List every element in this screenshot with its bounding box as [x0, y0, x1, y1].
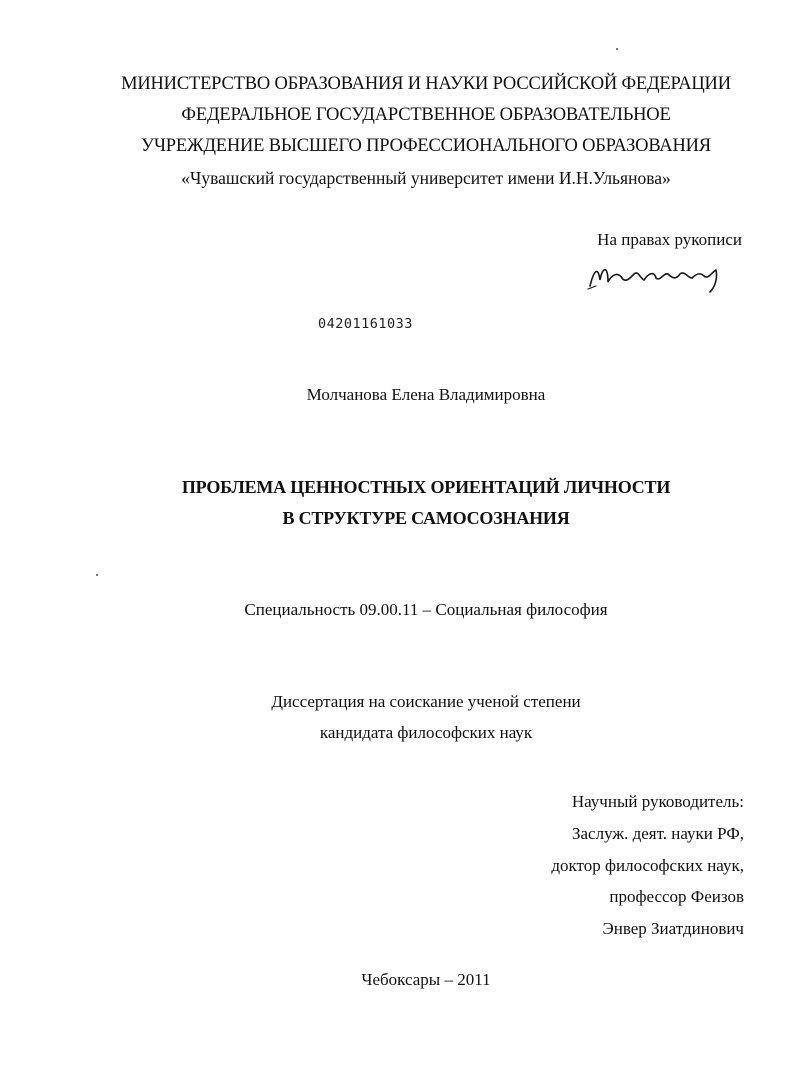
- manuscript-note: На правах рукописи: [597, 230, 742, 249]
- dissertation-title-line-1: ПРОБЛЕМА ЦЕННОСТНЫХ ОРИЕНТАЦИЙ ЛИЧНОСТИ: [181, 477, 671, 497]
- scientific-advisor: [424, 786, 744, 945]
- ministry-line-3: УЧРЕЖДЕНИЕ ВЫСШЕГО ПРОФЕССИОНАЛЬНОГО ОБРАЗОВАНИЯ: [141, 136, 711, 156]
- ministry-line-2: ФЕДЕРАЛЬНОЕ ГОСУДАРСТВЕННОЕ ОБРАЗОВАТЕЛЬНОЕ: [181, 105, 671, 125]
- scan-speck: [616, 48, 618, 50]
- dissertation-title-line-2: В СТРУКТУРЕ САМОСОЗНАНИЯ: [282, 508, 570, 528]
- university-name: «Чувашский государственный университет имени И.Н.Ульянова»: [181, 168, 671, 188]
- handwritten-signature-icon: [582, 256, 732, 296]
- advisor-name: Энвер Зиатдинович: [602, 919, 744, 939]
- author-name: Молчанова Елена Владимировна: [306, 385, 546, 404]
- advisor-position: профессор Феизов: [609, 887, 744, 907]
- advisor-label: Научный руководитель:: [571, 792, 744, 811]
- city-year: Чебоксары – 2011: [361, 970, 491, 989]
- degree-line-1: Диссертация на соискание ученой степени: [271, 692, 581, 711]
- degree-line-2: кандидата философских наук: [319, 723, 533, 742]
- ministry-line-1: МИНИСТЕРСТВО ОБРАЗОВАНИЯ И НАУКИ РОССИЙСКОЙ ФЕДЕРАЦИИ: [121, 74, 731, 94]
- advisor-degree: доктор философских наук,: [551, 855, 744, 875]
- scan-speck: [96, 574, 98, 576]
- serial-number: 04201161033: [318, 316, 413, 332]
- specialty: Специальность 09.00.11 – Социальная философия: [244, 600, 608, 619]
- advisor-title: Заслуж. деят. науки РФ,: [571, 823, 744, 843]
